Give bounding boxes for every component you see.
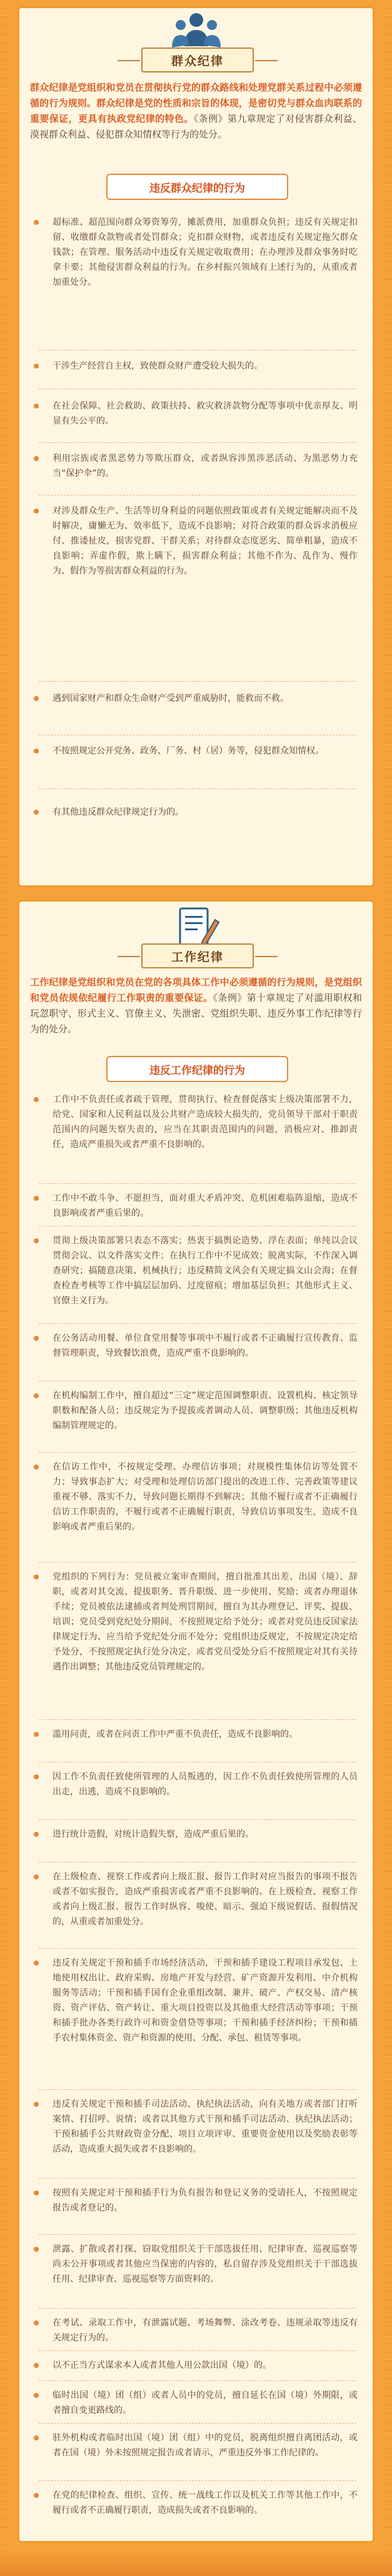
bullet-dot (34, 748, 39, 753)
work-item: 违反有关规定干预和插手司法活动、执纪执法活动，向有关地方或者部门打听案情、打招呼、说情；或者以其他方式干预和插手司法活动、执纪执法活动；干预和插手公共财政资金分配、项目立项评审、重要资金使用以及奖励表彰等活动，造成重大损失或者不良影响的。 (36, 2097, 358, 2157)
work-item: 违反有关规定干预和插手市场经济活动，干预和插手建设工程项目承发包、土地使用权出让、政府采购、房地产开发与经营、矿产资源开发利用、中介机构服务等活动；干预和插手国有企业重组改制、兼并、破产、产权交易、清产核资、资产评估、资产转让、重大项目投资以及其他重大经营活动等事项；干预和插手批办各类行政许可和资金借贷等事项；干预和插手经济纠纷；干预和插手农村集体资金、资产和资源的使用、分配、承包、租赁等事项。 (36, 1956, 358, 2046)
work-item: 在上级检查、视察工作或者向上级汇报、报告工作时对应当报告的事项不报告或者不如实报告，造成严重损害或者严重不良影响的。在上级检查、视察工作或者向上级汇报、报告工作时纵容、唆使、暗示、强迫下级说假话、报假情况的，从重或者加重处分。 (36, 1869, 358, 1929)
intro-text: 《条例》第十章规定了对滥用职权和玩忽职守、形式主义、官僚主义、失泄密、党组织失职、违反外事工作纪律等行为的处分。 (30, 992, 362, 1035)
work-item: 在信访工作中，不按规定受理、办理信访事项；对规模性集体信访等处置不力；导致事态扩大；对受理和处理信访部门提出的改进工作、完善政策等建议重视不够、落实不力，导致问题长期得不到解决；其他不履行或者不正确履行信访工作职责的，不履行或者不正确履行职责，导致信访事项发生，造成不良影响或者严重后果的。 (36, 1460, 358, 1534)
divider (39, 2178, 356, 2179)
bullet-dot (34, 1832, 39, 1837)
mass-item: 对涉及群众生产、生活等切身利益的问题依照政策或者有关规定能解决而不及时解决，庸懒无为、效率低下，造成不良影响；对符合政策的群众诉求消极应付、推诿扯皮，损害党群、干群关系；对待群众态度恶劣、简单粗暴，造成不良影响；弄虚作假，欺上瞒下，损害群众利益；其他不作为、乱作为、慢作为、假作为等损害群众利益的行为。 (36, 504, 358, 579)
mass-item: 遇到国家财产和群众生命财产受到严重威胁时，能救而不救。 (36, 691, 358, 706)
work-item: 按照有关规定对干预和插手行为负有报告和登记义务的受请托人，不按照规定报告或者登记的。 (36, 2186, 358, 2215)
mass-item: 不按照规定公开党务、政务、厂务、村（居）务等，侵犯群众知情权。 (36, 743, 358, 758)
footer-bar (0, 2549, 392, 2576)
bullet-dot (34, 1336, 39, 1341)
work-item: 以不正当方式谋求本人或者其他人用公款出国（境）的。 (36, 2358, 358, 2373)
divider (39, 1719, 356, 1720)
bullet-dot (34, 2435, 39, 2440)
bullet-dot (34, 220, 39, 225)
intro-text: 《条例》第九章规定了对侵害群众利益、漠视群众利益、侵犯群众知情权等行为的处分。 (30, 113, 362, 140)
work-item: 因工作不负责任致使所管理的人员叛逃的，因工作不负责任致使所管理的人员出走，出逃，造成不良影响的。 (36, 1769, 358, 1799)
bullet-dot (34, 1574, 39, 1579)
divider (39, 2089, 356, 2090)
divider (39, 2480, 356, 2481)
bullet-dot (34, 1393, 39, 1398)
intro-highlight: 群众纪律是党组织和党员在贯彻执行党的群众路线和处理党群关系过程中必须遵循的行为规则。 (30, 82, 362, 109)
bullet-dot (34, 1097, 39, 1102)
work-section-title: 违反工作纪律的行为 (106, 1056, 288, 1082)
divider (39, 1452, 356, 1453)
divider (39, 1323, 356, 1324)
bullet-dot (34, 1196, 39, 1201)
mass-item: 在社会保障、社会救助、政策扶持、救灾救济款物分配等事项中优亲厚友、明显有失公平的。 (36, 399, 358, 429)
bullet-dot (34, 2102, 39, 2107)
bullet-dot (34, 696, 39, 701)
divider (39, 1819, 356, 1820)
work-item: 在考试、录取工作中，有泄露试题、考场舞弊、涂改考卷、违规录取等违反有关规定行为的。 (36, 2315, 358, 2345)
work-item: 党组织的下列行为：党员被立案审查期间，擅自批准其出差、出国（境）、辞职，或者对其交流、提拔职务、晋升职级、进一步使用、奖励；或者办理退休手续；党员被依法逮捕或者判处刑罚期间，擅自为其办理登记、评奖、提拔、培训；党员受到党纪处分期间，不按照规定给予处分；或者对党员违反国家法律规定行为、应当给予党纪处分而不处分；党组织违反规定，不按规定决定给予处分，不按照规定执行处分决定，或者党员受处分后不按照规定对其有关待遇作出调整；其他违反党员管理规定的。 (36, 1569, 358, 1674)
bullet-dot (34, 2393, 39, 2398)
bullet-dot (34, 1238, 39, 1243)
bullet-dot (34, 2320, 39, 2325)
mass-item: 超标准、超范围向群众筹资筹劳，摊派费用，加重群众负担；违反有关规定扣留、收缴群众款物或者处罚群众；克扣群众财物，或者违反有关规定拖欠群众钱款；在管理、服务活动中违反有关规定收取费用；在办理涉及群众事务时吃拿卡要；其他侵害群众利益的行为。在乡村振兴领域有上述行为的，从重或者加重处分。 (36, 215, 358, 290)
right-stripe-decoration (382, 0, 392, 2576)
divider (39, 1562, 356, 1563)
divider (39, 681, 356, 682)
intro-highlight: 群众纪律是党的性质和宗旨的体现，是密切党与群众血肉联系的重要保证，更具有执政党纪律的特色。 (30, 97, 362, 124)
work-item: 在公务活动用餐、单位食堂用餐等事项中不履行或者不正确履行宣传教育、监督管理职责，导致餐饮浪费，造成严重不良影响的。 (36, 1331, 358, 1361)
divider (39, 2423, 356, 2424)
divider (39, 1948, 356, 1949)
mass-discipline-tag: 群众纪律 (141, 47, 254, 72)
work-item: 驻外机构或者临时出国（境）团（组）中的党员，脱离组织擅自离团活动，或者在国（境）外未按照规定报告或者请示，严重违反外事工作纪律的。 (36, 2430, 358, 2460)
work-item: 贯彻上级决策部署只表态不落实；热衷于搞舆论造势、浮在表面；单纯以会议贯彻会议、以文件落实文件；在执行工作中不见成效；脱离实际，不作深入调查研究；搞随意决策、机械执行；违反精简文风会有关规定搞文山会海；在督查检查考核等工作中搞层层加码、过度留痕；增加基层负担；其他形式主义、官僚主义行为。 (36, 1233, 358, 1308)
mass-discipline-intro (30, 80, 362, 142)
work-item: 临时出国（境）团（组）或者人员中的党员，擅自延长在国（境）外期限，或者擅自变更路线的。 (36, 2388, 358, 2418)
bullet-dot (34, 456, 39, 461)
divider (39, 2350, 356, 2351)
bullet-dot (34, 1774, 39, 1779)
bullet-dot (34, 1732, 39, 1737)
divider (39, 788, 356, 789)
bullet-dot (34, 2191, 39, 2196)
work-item: 在机构编制工作中，擅自超过“三定”规定范围调整职责、设置机构、核定领导职数和配备人员；违反规定为予提拔或者调动人员、调整职级；其他违反机构编制管理规定的。 (36, 1388, 358, 1433)
work-item: 进行统计造假，对统计造假失察，造成严重后果的。 (36, 1827, 358, 1842)
mass-item: 有其他违反群众纪律规定行为的。 (36, 805, 358, 820)
bullet-dot (34, 2493, 39, 2498)
divider (39, 2380, 356, 2381)
bullet-dot (34, 1961, 39, 1966)
intro-highlight: 工作纪律是党组织和党员在党的各项具体工作中必须遵循的行为规则，是党组织和党员依规依纪履行工作职责的重要保证。 (30, 977, 362, 1003)
work-item: 在党的纪律检查、组织、宣传、统一战线工作以及机关工作等其他工作中，不履行或者不正确履行职责，造成损失或者不良影响的。 (36, 2488, 358, 2518)
mass-item: 利用宗族或者黑恶势力等欺压群众，或者纵容涉黑涉恶活动、为黑恶势力充当“保护伞”的。 (36, 451, 358, 481)
divider (39, 442, 356, 443)
left-stripe-decoration (0, 0, 10, 2576)
bullet-dot (34, 1465, 39, 1470)
divider (39, 1762, 356, 1763)
divider (39, 2308, 356, 2309)
bullet-dot (34, 2363, 39, 2368)
work-item: 工作中不敢斗争、不愿担当，面对重大矛盾冲突、危机困难临阵退缩，造成不良影响或者严重后果的。 (36, 1191, 358, 1221)
bullet-dot (34, 364, 39, 369)
mass-section-title: 违反群众纪律的行为 (106, 174, 288, 200)
divider (39, 350, 356, 351)
mass-item: 干涉生产经营自主权，致使群众财产遭受较大损失的。 (36, 359, 358, 374)
divider (39, 1183, 356, 1184)
work-item: 泄露、扩散或者打探、窃取党组织关于干部选拔任用、纪律审查、巡视巡察等尚未公开事项或者其他应当保密的内容的，私自留存涉及党组织关于干部选拔任用、纪律审查、巡视巡察等方面资料的。 (36, 2242, 358, 2287)
bullet-dot (34, 1874, 39, 1879)
work-item: 工作中不负责任或者疏于管理，贯彻执行、检查督促落实上级决策部署不力，给党、国家和人民利益以及公共财产造成较大损失的，党员领导干部对于职责范围内的问题失察失责的，应当在其职责范围内的问题，消极应对、推卸责任，造成严重损失或者严重不良影响的。 (36, 1092, 358, 1152)
divider (39, 2234, 356, 2235)
bullet-dot (34, 404, 39, 409)
work-discipline-intro (30, 975, 362, 1037)
work-discipline-tag: 工作纪律 (141, 943, 254, 968)
bullet-dot (34, 810, 39, 815)
bullet-dot (34, 509, 39, 514)
work-item: 滥用问责，或者在问责工作中严重不负责任，造成不良影响的。 (36, 1727, 358, 1742)
bullet-dot (34, 2247, 39, 2252)
